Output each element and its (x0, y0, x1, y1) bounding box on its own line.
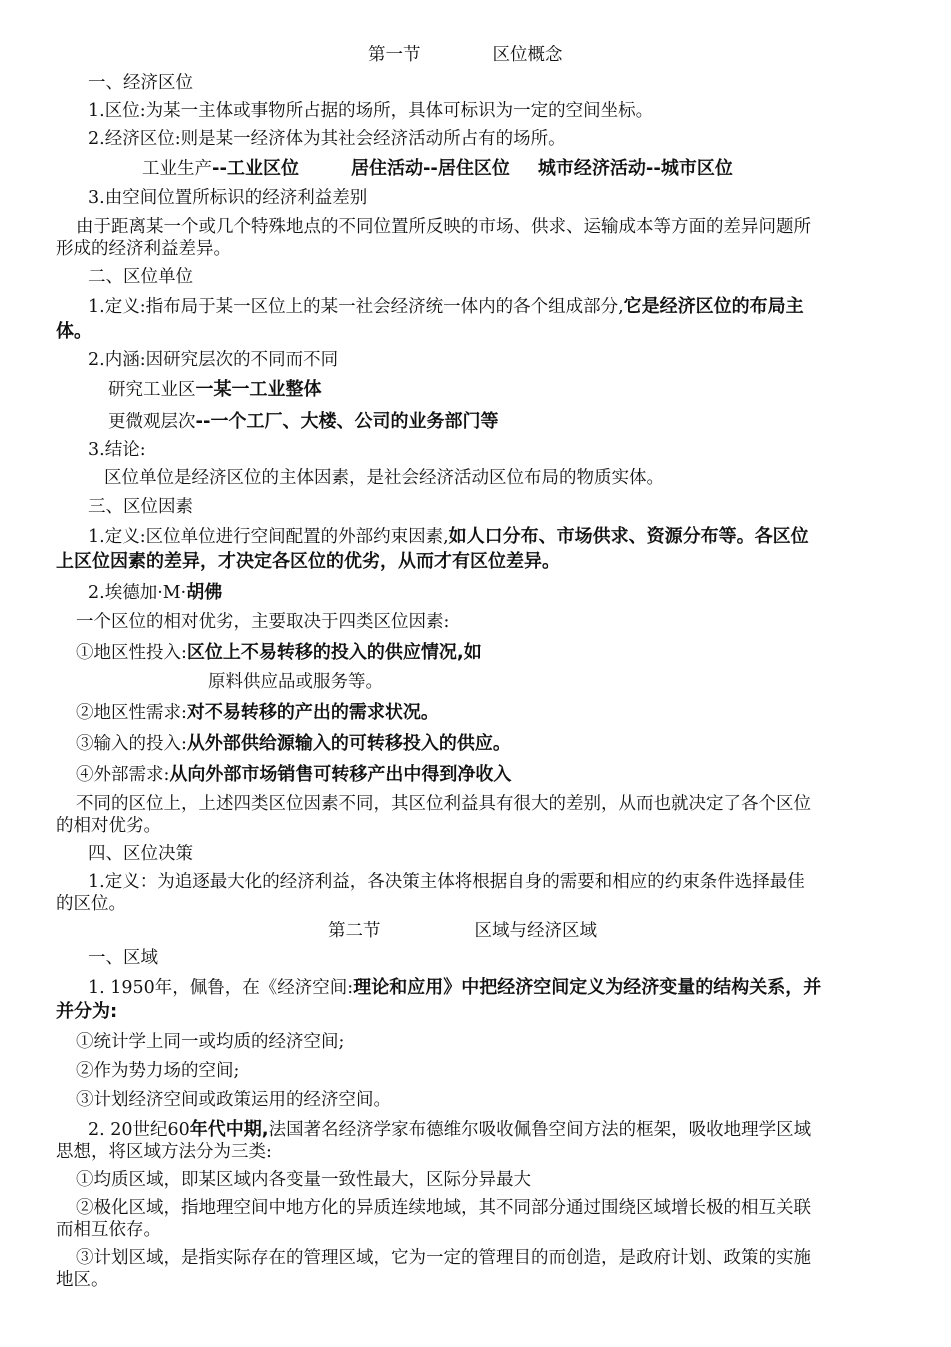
paragraph: 1.定义：为追逐最大化的经济利益，各决策主体将根据自身的需要和相应的约束条件选择最佳 (88, 872, 805, 892)
text-run: 1. 1950年，佩鲁，在《经济空间: (88, 978, 354, 998)
paragraph (88, 582, 222, 604)
paragraph (108, 379, 322, 401)
paragraph (76, 702, 439, 724)
text-run: 工业生产 (142, 159, 212, 179)
list-item: ③计划区域，是指实际存在的管理区域，它为一定的管理目的而创造，是政府计划、政策的实施 (76, 1248, 811, 1268)
paragraph: 2.经济区位:则是某一经济体为其社会经济活动所占有的场所。 (88, 129, 566, 149)
paragraph: 而相互依存。 (56, 1220, 161, 1240)
paragraph (108, 411, 498, 433)
list-item: ①均质区域，即某区域内各变量一致性最大，区际分异最大 (76, 1170, 531, 1190)
section-name: 区位概念 (492, 45, 563, 65)
bold-text: --工业区位 (212, 158, 299, 179)
section-number: 第二节 (328, 921, 381, 941)
section-title (368, 44, 563, 66)
paragraph (76, 642, 482, 664)
paragraph: 3.结论: (88, 440, 146, 460)
paragraph (76, 733, 511, 755)
paragraph (142, 158, 733, 180)
bold-text: --一个工厂、大楼、公司的业务部门等 (195, 411, 499, 432)
paragraph: 的相对优劣。 (56, 816, 161, 836)
paragraph: 1.区位:为某一主体或事物所占据的场所，具体可标识为一定的空间坐标。 (88, 101, 654, 121)
section-number: 第一节 (368, 45, 421, 65)
bold-text: 并分为: (56, 1001, 118, 1022)
text-run: 1.定义:指布局于某一区位上的某一社会经济统一体内的各个组成部分, (88, 297, 624, 317)
text-run: 2.埃德加·M· (88, 583, 187, 603)
text-run: 研究工业区 (108, 380, 196, 400)
text-run: ①地区性投入: (76, 643, 187, 663)
bold-text: 对不易转移的产出的需求状况。 (186, 702, 439, 723)
paragraph: 一个区位的相对优劣，主要取决于四类区位因素: (76, 612, 450, 632)
section-name: 区域与经济区域 (474, 921, 597, 941)
bold-text: 理论和应用》中把经济空间定义为经济变量的结构关系，并 (353, 977, 822, 998)
paragraph (76, 764, 511, 786)
section-title (328, 920, 597, 942)
text-run: ②地区性需求: (76, 703, 187, 723)
paragraph (88, 1119, 811, 1141)
text-run: 更微观层次 (108, 412, 196, 432)
paragraph (88, 296, 804, 318)
bold-text: 如人口分布、市场供求、资源分布等。各区位 (448, 526, 809, 547)
list-item: ③计划经济空间或政策运用的经济空间。 (76, 1090, 391, 1110)
heading: 四、区位决策 (88, 844, 193, 864)
bold-text: 胡佛 (186, 582, 223, 603)
bold-text: 体。 (56, 321, 92, 342)
bold-text: 区位上不易转移的投入的供应情况,如 (186, 642, 482, 663)
bold-text: 从外部供给源输入的可转移投入的供应。 (186, 733, 511, 754)
paragraph (88, 526, 809, 548)
paragraph: 3.由空间位置所标识的经济利益差别 (88, 188, 368, 208)
paragraph: 2.内涵:因研究层次的不同而不同 (88, 350, 339, 370)
bold-text: 一某一工业整体 (195, 379, 322, 400)
bold-text: 城市经济活动--城市区位 (537, 158, 733, 179)
text-run: 1.定义:区位单位进行空间配置的外部约束因素, (88, 527, 449, 547)
paragraph: 区位单位是经济区位的主体因素，是社会经济活动区位布局的物质实体。 (104, 468, 664, 488)
paragraph: 由于距离某一个或几个特殊地点的不同位置所反映的市场、供求、运输成本等方面的差异问题所 (76, 217, 811, 237)
heading: 三、区位因素 (88, 497, 193, 517)
heading: 一、区域 (88, 948, 158, 968)
paragraph: 形成的经济利益差异。 (56, 239, 231, 259)
list-item: ①统计学上同一或均质的经济空间; (76, 1032, 345, 1052)
paragraph: 原料供应品或服务等。 (208, 672, 383, 692)
bold-text: 上区位因素的差异，才决定各区位的优劣，从而才有区位差异。 (56, 551, 560, 572)
bold-text: 年代中期, (189, 1119, 269, 1140)
paragraph: 的区位。 (56, 894, 126, 914)
paragraph: 地区。 (56, 1270, 109, 1290)
list-item: ②极化区域，指地理空间中地方化的异质连续地域，其不同部分通过围绕区域增长极的相互关联 (76, 1198, 811, 1218)
bold-text: 居住活动--居住区位 (350, 158, 510, 179)
heading: 二、区位单位 (88, 267, 193, 287)
text-run: ③输入的投入: (76, 734, 187, 754)
paragraph: 不同的区位上，上述四类区位因素不同，其区位利益具有很大的差别，从而也就决定了各个区位 (76, 794, 811, 814)
text-run: ④外部需求: (76, 765, 170, 785)
text-run: 法国著名经济学家布德维尔吸收佩鲁空间方法的框架，吸收地理学区域 (268, 1120, 812, 1140)
paragraph: 思想，将区域方法分为三类: (56, 1142, 272, 1162)
list-item: ②作为势力场的空间; (76, 1061, 240, 1081)
bold-text: 它是经济区位的布局主 (623, 296, 804, 317)
paragraph (88, 977, 821, 999)
heading: 一、经济区位 (88, 73, 193, 93)
bold-text: 从向外部市场销售可转移产出中得到净收入 (169, 764, 512, 785)
text-run: 2. 20世纪60 (88, 1120, 190, 1140)
